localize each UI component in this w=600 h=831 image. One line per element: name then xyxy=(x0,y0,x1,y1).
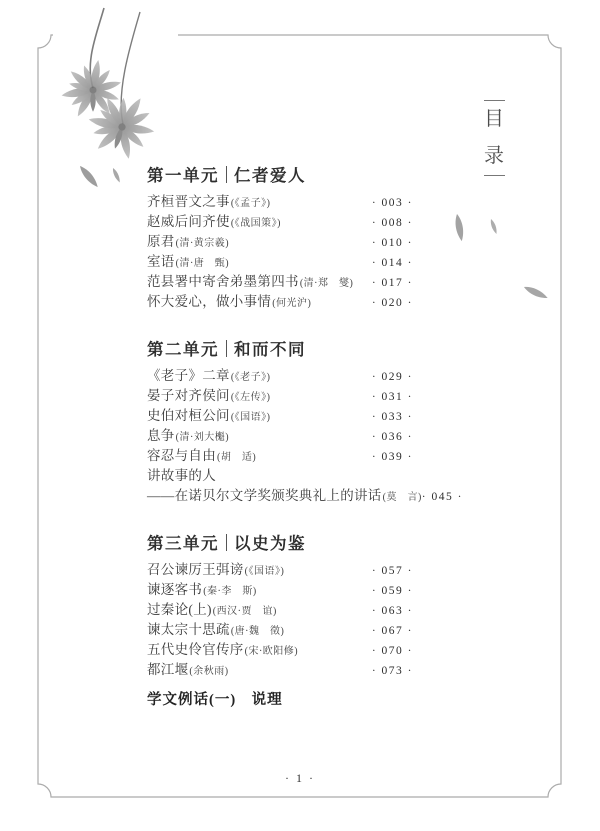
falling-petal xyxy=(454,213,465,241)
falling-petal xyxy=(77,164,100,189)
falling-petal xyxy=(111,167,121,183)
toc-entry xyxy=(147,486,463,506)
section-separator xyxy=(226,340,227,357)
entry-author-note: (《战国策》) xyxy=(230,218,281,229)
toc-entry xyxy=(147,272,413,292)
entry-title: 史伯对桓公问 xyxy=(147,408,230,423)
entry-title: 息争 xyxy=(147,428,175,443)
entry-page-number: · 020 · xyxy=(371,297,413,309)
toc-entry xyxy=(147,640,413,660)
title-char-mu: 目 xyxy=(484,108,504,130)
entry-title: 齐桓晋文之事 xyxy=(147,194,230,209)
toc-entry xyxy=(147,446,413,466)
entry-title: 晏子对齐侯问 xyxy=(147,388,230,403)
entry-author-note: (西汉·贾 谊) xyxy=(212,606,277,617)
entry-page-number: · 045 · xyxy=(421,491,463,503)
entry-page-number: · 029 · xyxy=(371,371,413,383)
section-theme: 仁者爱人 xyxy=(234,166,306,185)
entry-author-note: (唐·魏 徵) xyxy=(230,626,285,637)
entry-page-number: · 033 · xyxy=(371,411,413,423)
entry-author-note: (《孟子》) xyxy=(230,198,271,209)
toc-entry xyxy=(147,212,413,232)
entry-page-number: · 014 · xyxy=(371,257,413,269)
entry-author-note: (《左传》) xyxy=(230,392,271,403)
entry-title: 讲故事的人 xyxy=(147,468,216,483)
entry-page-number: · 063 · xyxy=(371,605,413,617)
toc xyxy=(147,162,463,680)
entry-title: 原君 xyxy=(147,234,175,249)
entry-page-number: · 036 · xyxy=(371,431,413,443)
title-char-lu: 录 xyxy=(484,145,504,167)
toc-section-1 xyxy=(147,162,413,312)
falling-petal xyxy=(489,218,498,234)
toc-entry xyxy=(147,600,413,620)
entry-page-number: · 010 · xyxy=(371,237,413,249)
toc-entry xyxy=(147,560,413,580)
entry-author-note: (宋·欧阳修) xyxy=(244,646,299,657)
entry-author-note: (《国语》) xyxy=(244,566,285,577)
entry-page-number: · 057 · xyxy=(371,565,413,577)
entry-author-note: (胡 适) xyxy=(217,452,257,463)
entry-title: 《老子》二章 xyxy=(147,368,230,383)
entry-title: 过秦论(上) xyxy=(147,602,212,617)
entry-author-note: (秦·李 斯) xyxy=(203,586,257,597)
entry-author-note: (余秋雨) xyxy=(189,666,229,677)
footer-heading: 学文例话(一) 说理 xyxy=(147,692,283,708)
toc-entry xyxy=(147,252,413,272)
section-theme: 以史为鉴 xyxy=(234,534,306,553)
section-separator xyxy=(226,166,227,183)
falling-petal xyxy=(523,284,549,301)
contents-title-vertical xyxy=(479,100,509,176)
title-bottom-rule xyxy=(484,175,505,176)
entry-page-number: · 008 · xyxy=(371,217,413,229)
entry-title: 范县署中寄舍弟墨第四书 xyxy=(147,274,299,289)
section-header xyxy=(147,530,413,554)
toc-entry xyxy=(147,232,413,252)
section-header xyxy=(147,336,413,360)
section-number: 第三单元 xyxy=(147,534,219,553)
entry-author-note: (莫 言) xyxy=(382,492,422,503)
entry-title: 都江堰 xyxy=(147,662,189,677)
entry-title: 五代史伶官传序 xyxy=(147,642,244,657)
entry-author-note: (《老子》) xyxy=(230,372,271,383)
entry-page-number: · 067 · xyxy=(371,625,413,637)
entry-author-note: (清·黄宗羲) xyxy=(175,238,230,249)
entry-author-note: (清·唐 甄) xyxy=(175,258,230,269)
entry-title: 怀大爱心，做小事情 xyxy=(147,294,272,309)
section-number: 第一单元 xyxy=(147,166,219,185)
toc-entry xyxy=(147,192,413,212)
section-header xyxy=(147,162,413,186)
entry-page-number: · 031 · xyxy=(371,391,413,403)
entry-page-number: · 003 · xyxy=(371,197,413,209)
toc-entry xyxy=(147,426,413,446)
entry-author-note: (《国语》) xyxy=(230,412,271,423)
entry-author-note: (何光沪) xyxy=(272,298,312,309)
toc-entry xyxy=(147,366,413,386)
toc-entry xyxy=(147,406,413,426)
toc-entry xyxy=(147,386,413,406)
folio-page-number: · 1 · xyxy=(285,771,315,785)
toc-entry xyxy=(147,466,413,486)
entry-page-number: · 039 · xyxy=(371,451,413,463)
toc-entry xyxy=(147,292,413,312)
title-top-rule xyxy=(484,100,505,101)
entry-title: 谏太宗十思疏 xyxy=(147,622,230,637)
entry-page-number: · 073 · xyxy=(371,665,413,677)
entry-title: 召公谏厉王弭谤 xyxy=(147,562,244,577)
entry-author-note: (清·郑 燮) xyxy=(299,278,354,289)
toc-section-3 xyxy=(147,530,413,680)
section-number: 第二单元 xyxy=(147,340,219,359)
entry-author-note: (清·刘大櫆) xyxy=(175,432,230,443)
section-theme: 和而不同 xyxy=(234,340,306,359)
entry-title: 谏逐客书 xyxy=(147,582,203,597)
entry-title: 容忍与自由 xyxy=(147,448,216,463)
toc-entry xyxy=(147,580,413,600)
entry-page-number: · 017 · xyxy=(371,277,413,289)
section-separator xyxy=(226,534,227,551)
entry-title: 赵威后问齐使 xyxy=(147,214,230,229)
entry-page-number: · 070 · xyxy=(371,645,413,657)
entry-title: 室语 xyxy=(147,254,175,269)
toc-section-2 xyxy=(147,336,463,506)
toc-entry xyxy=(147,620,413,640)
entry-title: ——在诺贝尔文学奖颁奖典礼上的讲话 xyxy=(147,488,382,503)
entry-page-number: · 059 · xyxy=(371,585,413,597)
toc-entry xyxy=(147,660,413,680)
